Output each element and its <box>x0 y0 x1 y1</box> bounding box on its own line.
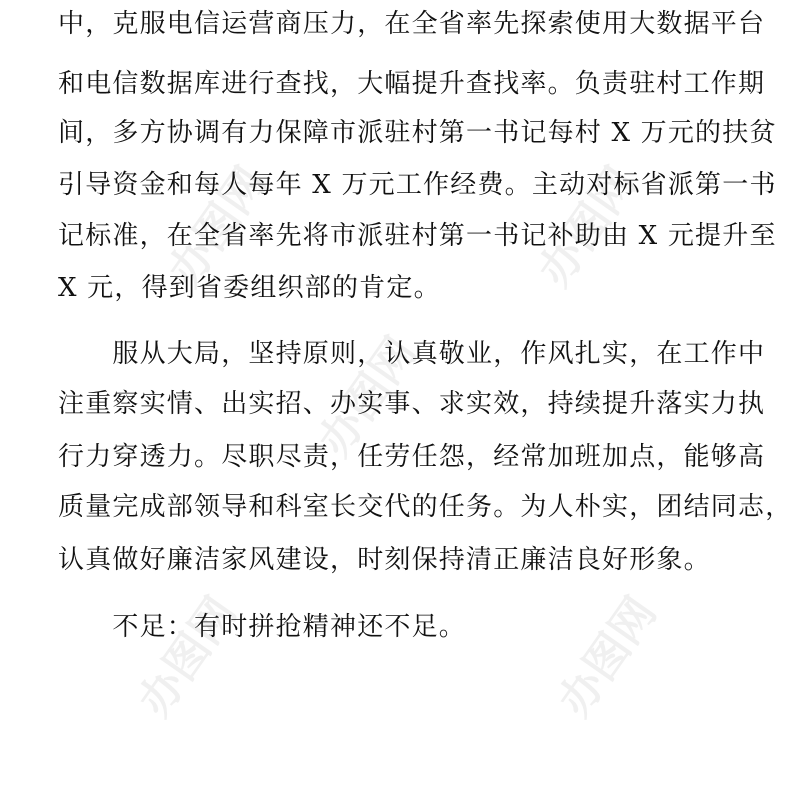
text-line: 和电信数据库进行查找，大幅提升查找率。负责驻村工作期 <box>58 69 766 99</box>
watermark: 办图网 <box>549 588 667 726</box>
text-line: 注重察实情、出实招、办实事、求实效，持续提升落实力执 <box>58 389 766 419</box>
paragraph-start-line: 不足：有时拼抢精神还不足。 <box>58 612 467 642</box>
text-line: 记标准，在全省率先将市派驻村第一书记补助由 X 元提升至 <box>58 221 777 251</box>
text-line: 认真做好廉洁家风建设，时刻保持清正廉洁良好形象。 <box>58 545 711 575</box>
watermark: 办图网 <box>529 158 647 296</box>
watermark: 办图网 <box>159 158 277 296</box>
watermark: 办图网 <box>309 328 427 466</box>
watermark: 办图网 <box>129 588 247 726</box>
text-line: X 元，得到省委组织部的肯定。 <box>58 273 441 303</box>
text-line: 中，克服电信运营商压力，在全省率先探索使用大数据平台 <box>58 9 766 39</box>
paragraph-start-line: 服从大局，坚持原则，认真敬业，作风扎实，在工作中 <box>58 339 766 369</box>
text-line: 行力穿透力。尽职尽责，任劳任怨，经常加班加点，能够高 <box>58 442 766 472</box>
text-line: 间，多方协调有力保障市派驻村第一书记每村 X 万元的扶贫 <box>58 118 777 148</box>
text-line: 引导资金和每人每年 X 万元工作经费。主动对标省派第一书 <box>58 170 777 200</box>
text-line: 质量完成部领导和科室长交代的任务。为人朴实，团结同志， <box>58 492 793 522</box>
